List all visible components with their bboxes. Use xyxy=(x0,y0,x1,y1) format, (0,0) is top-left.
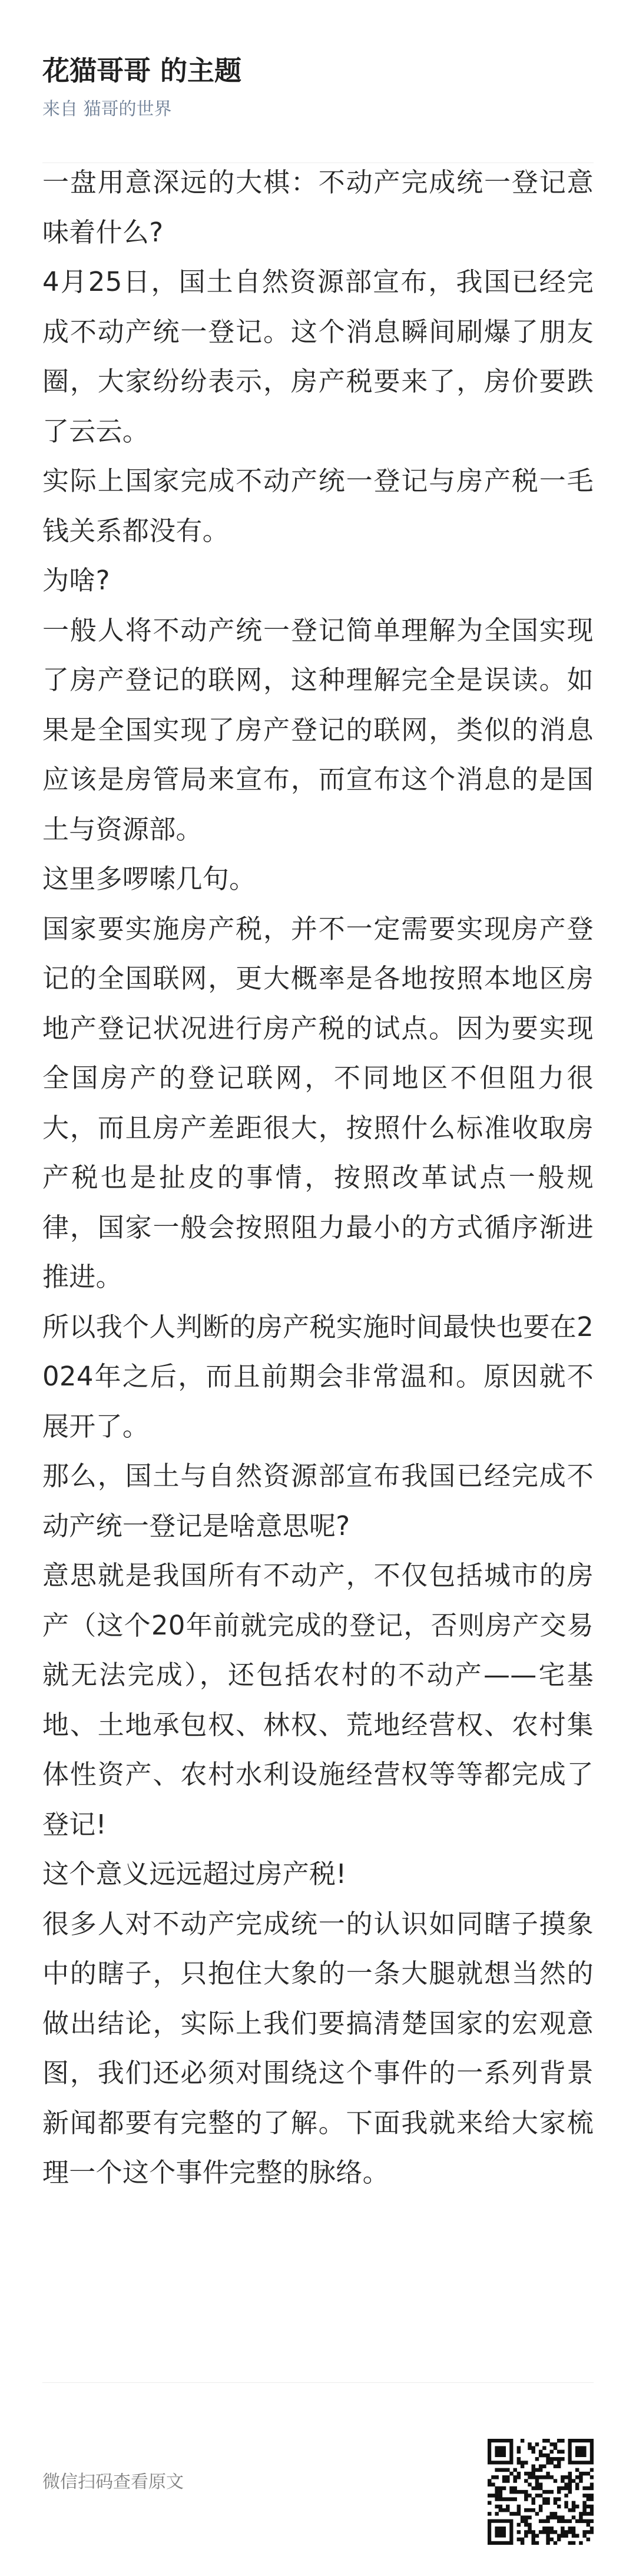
topic-source[interactable]: 来自 猫哥的世界 xyxy=(42,99,172,120)
article-paragraph: 一般人将不动产统一登记简单理解为全国实现了房产登记的联网，这种理解完全是误读。如果是全国实现了房产登记的联网，类似的消息应该是房管局来宣布，而宣布这个消息的是国土与资源部。 xyxy=(42,614,594,845)
scan-hint: 微信扫码查看原文 xyxy=(42,2472,184,2492)
article-paragraph: 意思就是我国所有不动产，不仅包括城市的房产（这个20年前就完成的登记，否则房产交易就无法完成），还包括农村的不动产——宅基地、土地承包权、林权、荒地经营权、农村集体性资产、农村水利设施经营权等等都完成了登记! xyxy=(42,1560,594,1840)
article-paragraph: 为啥? xyxy=(42,565,110,596)
article-paragraph: 这里多啰嗦几句。 xyxy=(42,863,256,894)
article-paragraph: 4月25日，国土自然资源部宣布，我国已经完成不动产统一登记。这个消息瞬间刷爆了朋友圈，大家纷纷表示，房产税要来了，房价要跌了云云。 xyxy=(42,266,594,447)
article-paragraph: 那么，国土与自然资源部宣布我国已经完成不动产统一登记是啥意思呢? xyxy=(42,1460,594,1541)
article-body xyxy=(42,137,594,2198)
topic-title: 花猫哥哥 的主题 xyxy=(42,55,242,87)
article-paragraph: 国家要实施房产税，并不一定需要实现房产登记的全国联网，更大概率是各地按照本地区房地产登记状况进行房产税的试点。因为要实现全国房产的登记联网，不同地区不但阻力很大，而且房产差距很大，按照什么标准收取房产税也是扯皮的事情，按照改革试点一般规律，国家一般会按照阻力最小的方式循序渐进推进。 xyxy=(42,913,594,1292)
article-paragraph: 实际上国家完成不动产统一登记与房产税一毛钱关系都没有。 xyxy=(42,465,594,546)
article-paragraph: 所以我个人判断的房产税实施时间最快也要在2024年之后，而且前期会非常温和。原因就不展开了。 xyxy=(42,1311,594,1442)
footer xyxy=(42,2382,594,2576)
article-paragraph: 这个意义远远超过房产税! xyxy=(42,1858,347,1889)
qr-code-icon[interactable] xyxy=(488,2439,594,2545)
article-paragraph: 很多人对不动产完成统一的认识如同瞎子摸象中的瞎子，只抱住大象的一条大腿就想当然的做出结论，实际上我们要搞清楚国家的宏观意图，我们还必须对围绕这个事件的一系列背景新闻都要有完整的了解。下面我就来给大家梳理一个这个事件完整的脉络。 xyxy=(42,1908,594,2188)
article-paragraph: 一盘用意深远的大棋：不动产完成统一登记意味着什么? xyxy=(42,167,594,248)
topic-header xyxy=(42,0,594,137)
